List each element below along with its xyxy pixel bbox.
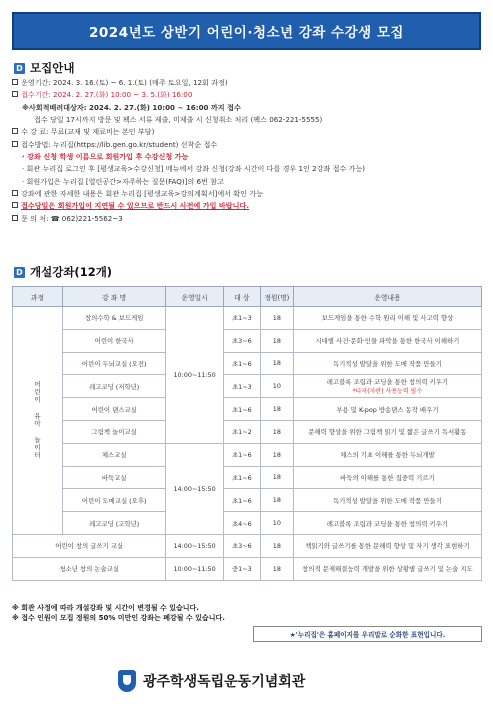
course-capacity: 10 xyxy=(260,512,293,535)
course-name: 어린이 한국사 xyxy=(63,329,166,352)
course-capacity: 18 xyxy=(260,489,293,512)
info-line-signup-note: · 강좌 신청 학생 이름으로 회원가입 후 수강신청 가능 xyxy=(22,152,189,162)
info-line-apply-period: 접수기간: 2024. 2. 27.(화) 10:00 ~ 3. 5.(화) 16:00 xyxy=(12,89,482,101)
col-header-name: 강 좌 명 xyxy=(63,287,166,307)
organization-name: 광주학생독립운동기념회관 xyxy=(143,674,306,690)
table-header-row xyxy=(13,287,482,307)
course-time: 14:00~15:50 xyxy=(166,534,223,557)
course-target: 초1~6 xyxy=(223,489,260,512)
course-section-label: 개설강좌(12개) xyxy=(30,265,113,279)
col-header-capacity: 정원(명) xyxy=(260,287,293,307)
course-name: 어린이 두뇌교실 (오전) xyxy=(63,352,166,375)
course-name: 체스교실 xyxy=(63,443,166,466)
course-target: 초1~6 xyxy=(223,466,260,489)
course-target: 초1~6 xyxy=(223,398,260,421)
course-name: 바둑교실 xyxy=(63,466,166,489)
col-header-time: 운영일시 xyxy=(166,287,223,307)
course-capacity: 18 xyxy=(260,466,293,489)
course-name: 그림책 놀이교실 xyxy=(63,420,166,443)
note-line: ※ 접수 인원이 모집 정원의 50% 미만인 강좌는 폐강될 수 있습니다. xyxy=(12,614,225,622)
course-section-title xyxy=(14,264,112,280)
page-title: 2024년도 상반기 어린이·청소년 강좌 수강생 모집 xyxy=(89,25,404,41)
course-name: 어린이 도메교실 (오후) xyxy=(63,489,166,512)
course-desc: 바둑의 이해를 통한 집중력 기르기 xyxy=(293,466,481,489)
course-desc: 독기적성 발달을 위한 도메 작품 만들기 xyxy=(293,489,481,512)
course-target: 초1~3 xyxy=(223,375,260,398)
col-header-course: 과정 xyxy=(13,287,63,307)
course-desc: 레고블록 조립과 코딩을 통한 창의력 키우기 xyxy=(293,512,481,535)
table-row xyxy=(13,352,482,375)
course-time: 10:00~11:50 xyxy=(166,557,223,580)
organization-logo-icon xyxy=(118,670,136,692)
table-row xyxy=(13,512,482,535)
course-capacity: 18 xyxy=(260,329,293,352)
info-line-contact: 문 의 처: ☎ 062)221-5562~3 xyxy=(12,213,482,225)
course-target: 초1~2 xyxy=(223,420,260,443)
course-name: 레고코딩 (고학년) xyxy=(63,512,166,535)
info-list xyxy=(12,77,482,225)
table-row xyxy=(13,375,482,398)
notes xyxy=(12,603,225,623)
info-section-label: 모집안내 xyxy=(30,61,75,75)
course-desc: 시대별 사건·문화·인물 파악을 통한 한국사 이해하기 xyxy=(293,329,481,352)
table-row xyxy=(13,420,482,443)
col-header-content: 운영내용 xyxy=(293,287,481,307)
table-row xyxy=(13,307,482,330)
group-cell: 어린이 유아 놀이터 xyxy=(13,307,63,535)
course-name: 레고코딩 (저학년) xyxy=(63,375,166,398)
info-line-fee: 수 강 료: 무료(교재 및 재료비는 본인 부담) xyxy=(12,126,482,138)
time-cell-morning: 10:00~11:50 xyxy=(166,307,223,444)
course-desc: 부용 및 K-pop 방송댄스 동작 배우기 xyxy=(293,398,481,421)
footnote-box xyxy=(253,626,482,642)
course-desc-note: *타자(자판) 사용능력 필수 xyxy=(352,388,423,396)
info-line-warning: 접수당일은 회원가입이 지연될 수 있으므로 반드시 사전에 가입 바랍니다. xyxy=(12,200,482,212)
organization-footer xyxy=(118,670,305,692)
course-capacity: 18 xyxy=(260,557,293,580)
info-line-detail: 강좌에 관한 자세한 내용은 회관 누리집 [평생교육>강의계획서]에서 확인 가능 xyxy=(12,188,482,200)
table-row xyxy=(13,489,482,512)
course-table xyxy=(12,286,482,581)
course-capacity: 18 xyxy=(260,534,293,557)
course-capacity: 10 xyxy=(260,375,293,398)
course-name: 어린이 댄스교실 xyxy=(63,398,166,421)
section-marker-icon: D xyxy=(14,63,25,74)
info-line-method: 접수방법: 누리집(https://lib.gen.go.kr/student) 선착순 접수 xyxy=(12,139,482,151)
course-desc: 문해력 향상을 위한 그림책 읽기 및 짧은 글쓰기 독서활동 xyxy=(293,420,481,443)
info-line-social-priority: ※사회적배려대상자: 2024. 2. 27.(화) 10:00 ~ 16:00 까지 접수 xyxy=(22,102,241,112)
course-target: 초1~3 xyxy=(223,307,260,330)
course-capacity: 18 xyxy=(260,443,293,466)
info-line-faq-note: · 회원가입은 누리집 [열린공간>자주하는 질문(FAQ)]의 6번 참고 xyxy=(22,176,224,186)
course-desc: 창의적 문제해결능력 개발을 위한 상황별 글쓰기 및 논술 지도 xyxy=(293,557,481,580)
col-header-target: 대 상 xyxy=(223,287,260,307)
course-target: 초3~6 xyxy=(223,534,260,557)
course-target: 초3~6 xyxy=(223,329,260,352)
course-desc: 독기적성 발달을 위한 도메 작품 만들기 xyxy=(293,352,481,375)
course-desc xyxy=(293,375,481,398)
table-row xyxy=(13,329,482,352)
footnote-text: ★'누리집'은 홈페이지를 우리말로 순화한 표현입니다. xyxy=(289,631,446,639)
table-row xyxy=(13,466,482,489)
info-section-title xyxy=(14,60,74,76)
course-target: 초1~6 xyxy=(223,352,260,375)
course-desc: 체스의 기초 이해를 통한 두뇌개발 xyxy=(293,443,481,466)
page-title-banner xyxy=(12,12,481,50)
course-desc: 책읽기와 글쓰기를 통한 문해력 향상 및 자기 생각 표현하기 xyxy=(293,534,481,557)
table-row xyxy=(13,557,482,580)
course-desc: 보드게임을 통한 수학 원리 이해 및 사고력 향상 xyxy=(293,307,481,330)
table-row xyxy=(13,398,482,421)
course-target: 초4~6 xyxy=(223,512,260,535)
table-row xyxy=(13,443,482,466)
info-line-menu-note: · 회관 누리집 로그인 후 [평생교육>수강신청] 메뉴에서 강좌 신청(강좌 시간이 다를 경우 1인 2강좌 접수 가능) xyxy=(22,164,366,174)
note-line: ※ 회관 사정에 따라 개설강좌 및 시간이 변경될 수 있습니다. xyxy=(12,604,199,612)
course-target: 초1~6 xyxy=(223,443,260,466)
course-capacity: 18 xyxy=(260,352,293,375)
course-capacity: 18 xyxy=(260,420,293,443)
course-name: 창의수학 & 보드게임 xyxy=(63,307,166,330)
section-marker-icon: D xyxy=(14,267,25,278)
course-group-name: 어린이 창의 글쓰기 교실 xyxy=(13,534,166,557)
course-capacity: 18 xyxy=(260,398,293,421)
course-capacity: 18 xyxy=(260,307,293,330)
info-line-submission: 접수 당일 17시까지 방문 및 팩스 서류 제출, 미제출 시 신청취소 처리 (팩스 062-221-5555) xyxy=(34,115,323,125)
course-group-name: 청소년 창의 논술교실 xyxy=(13,557,166,580)
table-row xyxy=(13,534,482,557)
info-line-period: 운영기간: 2024. 3. 16.(토) ~ 6. 1.(토) (매주 토요일, 12회 과정) xyxy=(12,77,482,89)
course-desc-text: 레고블록 조립과 코딩을 통한 창의력 키우기 xyxy=(326,378,449,387)
time-cell-afternoon: 14:00~15:50 xyxy=(166,443,223,534)
course-target: 중1~3 xyxy=(223,557,260,580)
